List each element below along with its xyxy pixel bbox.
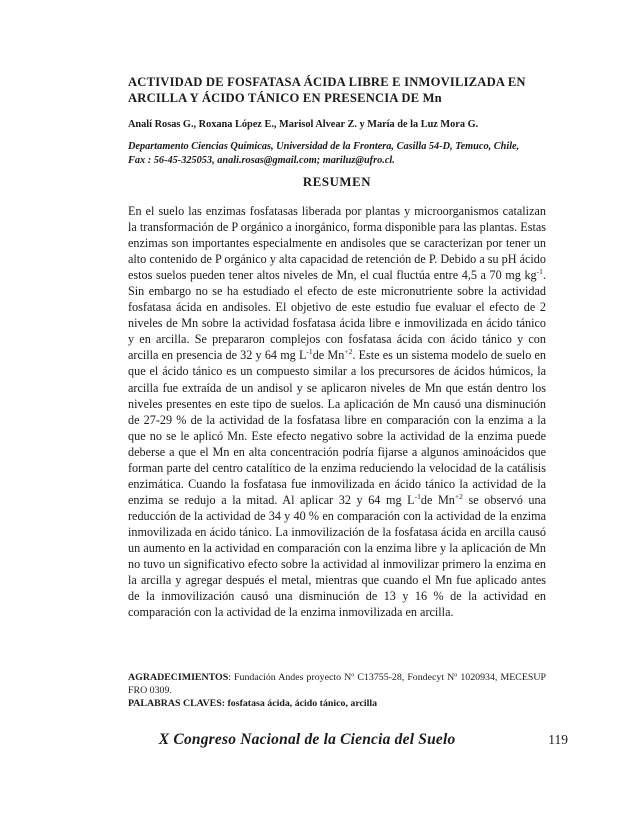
affiliation-line-1: Departamento Ciencias Químicas, Universidad de la Frontera, Casilla 54-D, Temuco, Chile, bbox=[128, 141, 520, 152]
paper-title bbox=[128, 74, 546, 106]
footer-page-number: 119 bbox=[548, 732, 568, 747]
acknowledgements-line: AGRADECIMIENTOS: Fundación Andes proyecto Nº C13755-28, Fondecyt Nº 1020934, MECESUP FRO 0309. bbox=[128, 672, 546, 696]
keywords-line: PALABRAS CLAVES: fosfatasa ácida, ácido tánico, arcilla bbox=[128, 698, 378, 709]
page-footer bbox=[128, 731, 568, 749]
footer-conference-title: X Congreso Nacional de la Ciencia del Suelo bbox=[158, 731, 456, 748]
acknowledgements-block bbox=[128, 671, 546, 710]
paper-title-line-2: ARCILLA Y ÁCIDO TÁNICO EN PRESENCIA DE Mn bbox=[128, 91, 442, 105]
affiliation-line-2: Fax : 56-45-325053, anali.rosas@gmail.com; mariluz@ufro.cl. bbox=[128, 154, 395, 166]
affiliation bbox=[128, 140, 546, 167]
paper-title-line-1: ACTIVIDAD DE FOSFATASA ÁCIDA LIBRE E INMOVILIZADA EN bbox=[128, 75, 526, 89]
section-heading-resumen: RESUMEN bbox=[302, 175, 372, 189]
abstract-paragraph: En el suelo las enzimas fosfatasas liberada por plantas y microorganismos catalizan la transformación de P orgánico a inorgánico, forma disponible para las plantas. Estas enzimas son importantes especialmente en andisoles que se caracterizan por tener un alto contenido de P orgánico y alta capacidad de retención de P. Debido a su pH ácido estos suelos pueden tener altos niveles de Mn, el cual fluctúa entre 4,5 a 70 mg $kg^{-1}$. Sin embargo no se ha estudiado el efecto de este micronutriente sobre la actividad fosfatasa ácida en andisoles. El objetivo de este estudio fue evaluar el efecto de 2 niveles de Mn sobre la actividad fosfatasa ácida libre e inmovilizada en ácido tánico y en arcilla. Se prepararon complejos con fosfatasa ácida con ácido tánico y con arcilla en presencia de 32 y 64 mg $L^{-1}de$ $Mn^{+2}$. Este es un sistema modelo de suelo en que el ácido tánico es un compuesto similar a los precursores de ácidos húmicos, la arcilla fue extraída de un andisol y se aplicaron niveles de Mn que están dentro los niveles presentes en este tipo de suelos. La aplicación de Mn causó una disminución de 27-29 % de la actividad de la fosfatasa libre en comparación con la enzima a la que no se le aplicó Mn. Este efecto negativo sobre la actividad de la enzima puede deberse a que el Mn en alta concentración podría fijarse a algunos aminoácidos que forman parte del centro catalítico de la enzima reduciendo la velocidad de la catálisis enzimática. Cuando la fosfatasa fue inmovilizada en ácido tánico la actividad de la enzima se redujo a la mitad. Al aplicar 32 y 64 mg $L^{-1}de$ $Mn^{+2}$ se observó una reducción de la actividad de 34 y 40 % en comparación con la actividad de la enzima inmovilizada en ácido tánico. La inmovilización de la fosfatasa ácida en arcilla causó un aumento en la actividad en comparación con la enzima libre y la aplicación de Mn no tuvo un significativo efecto sobre la actividad al inmovilizar primero la enzima en la arcilla y agregar después el metal, mientras que cuando el Mn fue aplicado antes de la inmovilización causó una disminución de 13 y 16 % de la actividad en comparación con la actividad de la enzima inmovilizada en arcilla. bbox=[128, 204, 547, 620]
authors-line: Analí Rosas G., Roxana López E., Marisol Alvear Z. y María de la Luz Mora G. bbox=[128, 119, 479, 130]
